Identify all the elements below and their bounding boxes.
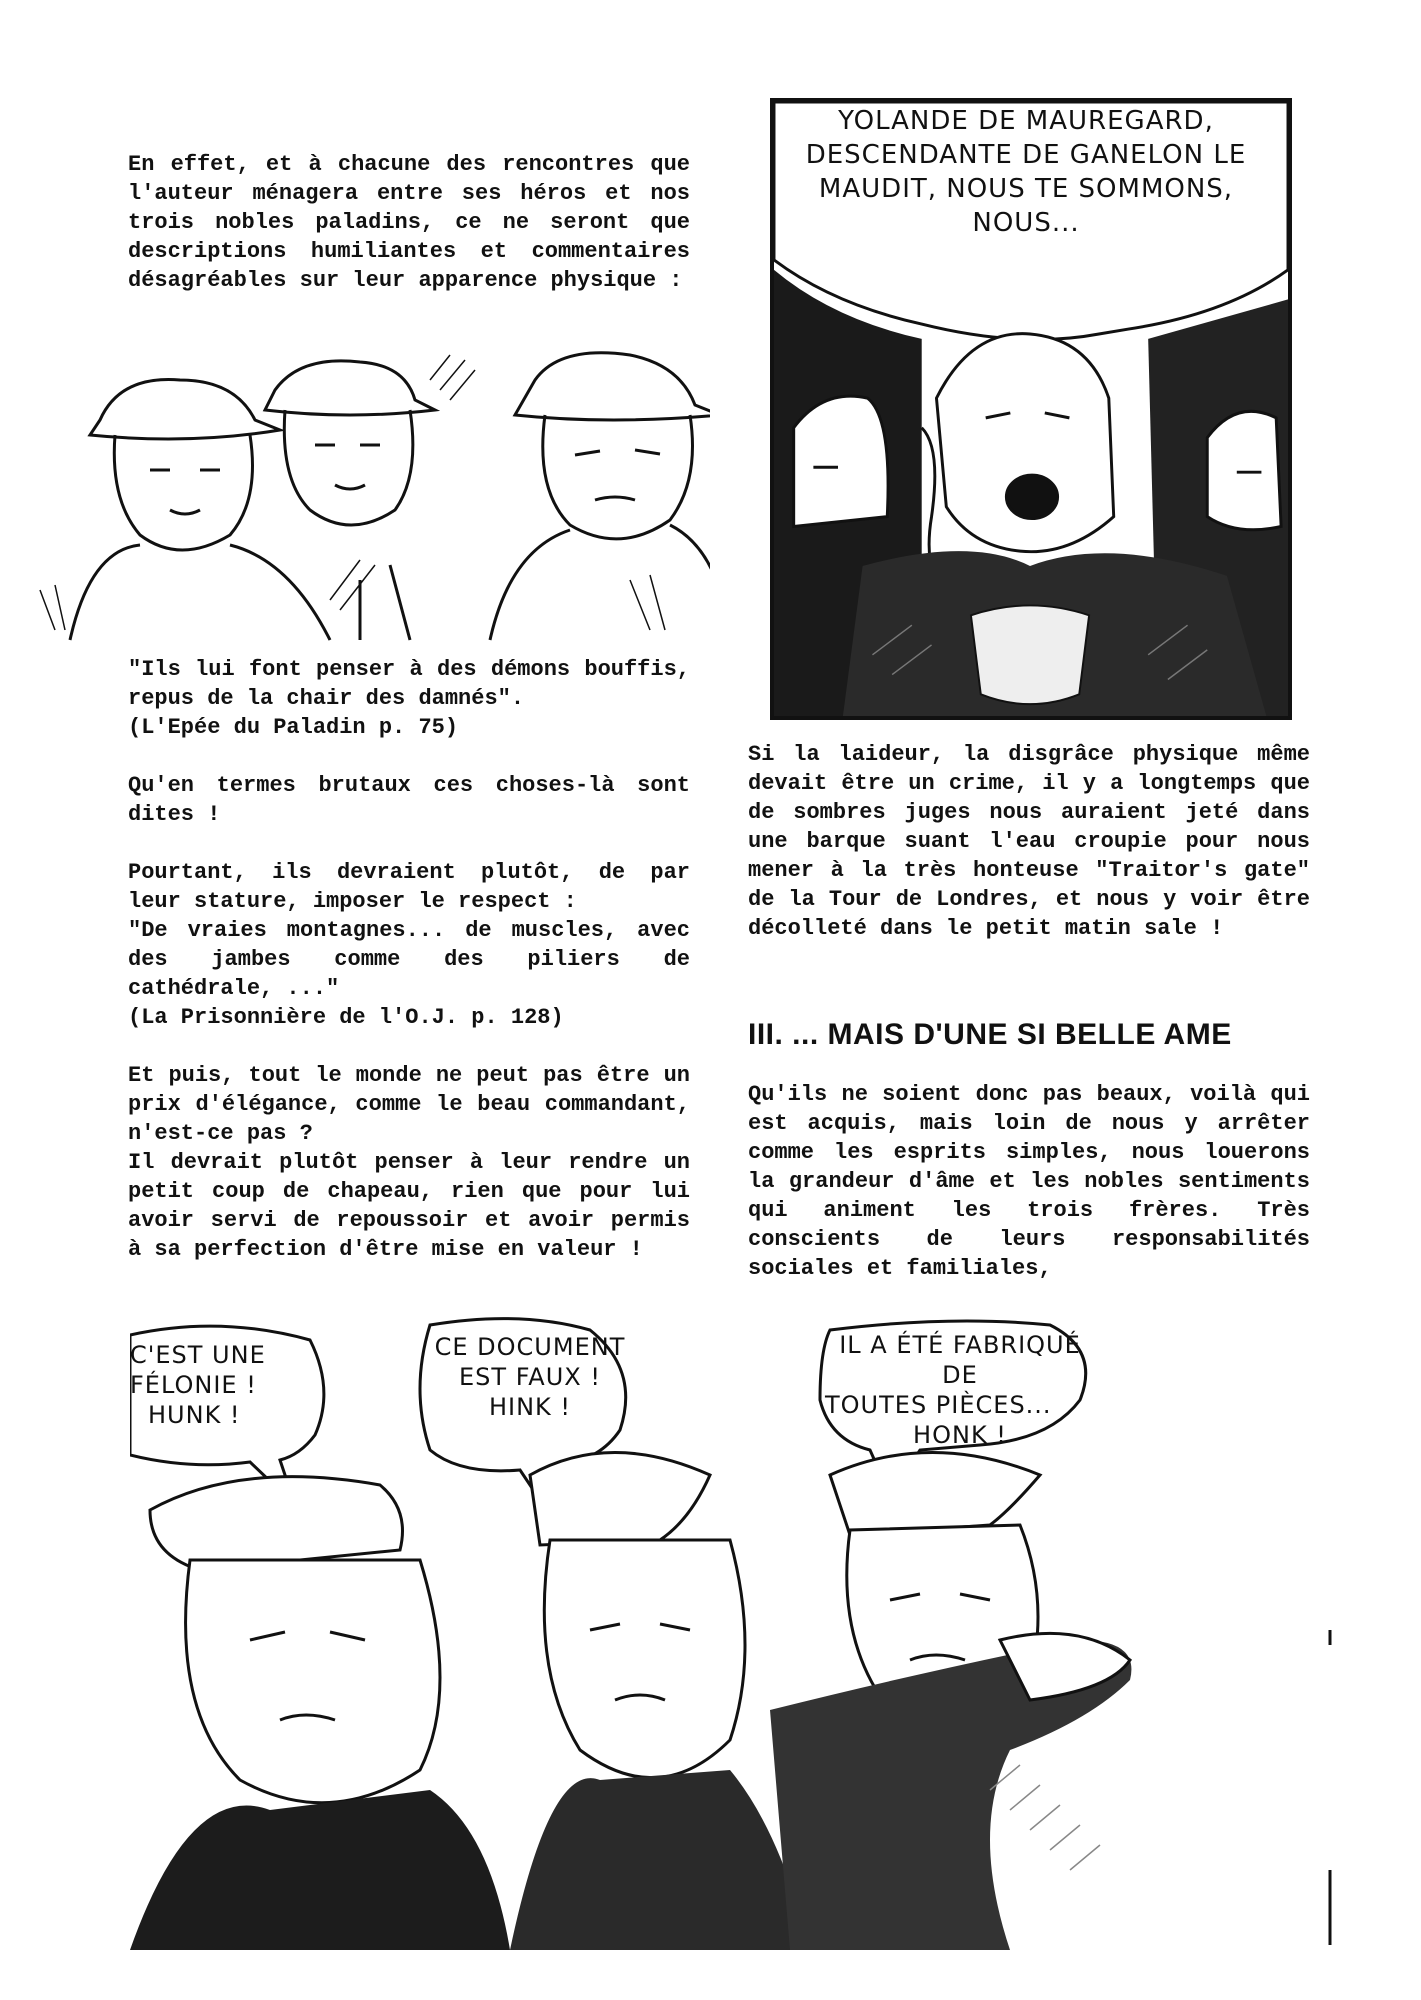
speech-line-1: YOLANDE DE MAUREGARD, (838, 106, 1214, 136)
quote-mountains-reference: (La Prisonnière de l'O.J. p. 128) (128, 1005, 564, 1030)
noble-soul-paragraph: Qu'ils ne soient donc pas beaux, voilà qui est acquis, mais loin de nous y arrêter comme les esprits simples, nous louerons la grandeur d'âme et les nobles sentiments qui animent les trois frères. Très conscients de leurs responsabilités sociales et familiales, (748, 1082, 1310, 1281)
hink-line-3: HINK ! (488, 1393, 572, 1421)
honk-line-2: TOUTES PIÈCES... (825, 1391, 1052, 1419)
speech-line-4: NOUS... (972, 208, 1080, 238)
left-column-top (128, 150, 690, 324)
hunk-speech-text (130, 1340, 315, 1430)
accusation-speech-text (762, 104, 1290, 240)
right-column-bottom (748, 1080, 1310, 1312)
section-heading: III. ... MAIS D'UNE SI BELLE AME (748, 1018, 1232, 1051)
hunk-line-1: C'EST UNE (130, 1341, 266, 1369)
three-brothers-illustration (30, 350, 710, 645)
speech-line-2: DESCENDANTE DE GANELON LE (805, 140, 1247, 170)
hat-tip-paragraph: Il devrait plutôt penser à leur rendre un petit coup de chapeau, rien que pour lui avoir servi de repoussoir et avoir permis à sa perfection d'être mise en valeur ! (128, 1150, 690, 1262)
quote-mountains: "De vraies montagnes... de muscles, avec des jambes comme des piliers de cathédrale, ..." (128, 918, 690, 1001)
right-column-top (748, 740, 1310, 972)
speech-line-3: MAUDIT, NOUS TE SOMMONS, (818, 174, 1234, 204)
intro-paragraph: En effet, et à chacune des rencontres que l'auteur ménagera entre ses héros et nos trois nobles paladins, ce ne seront que descriptions humiliantes et commentaires désagréables sur leur apparence physique : (128, 152, 690, 293)
left-column-body (128, 655, 690, 1293)
elegance-paragraph: Et puis, tout le monde ne peut pas être un prix d'élégance, comme le beau commandant, n'est-ce pas ? (128, 1063, 690, 1146)
quote-demons: "Ils lui font penser à des démons bouffis, repus de la chair des damnés". (128, 657, 690, 711)
hink-line-2: EST FAUX ! (459, 1363, 601, 1391)
honk-line-3: HONK ! (913, 1421, 1007, 1449)
hink-line-1: CE DOCUMENT (434, 1333, 626, 1361)
honk-line-1: IL A ÉTÉ FABRIQUÉ DE (839, 1331, 1081, 1389)
brutal-terms-paragraph: Qu'en termes brutaux ces choses-là sont dites ! (128, 773, 690, 827)
honk-speech-text (825, 1330, 1095, 1450)
hink-speech-text (430, 1332, 630, 1422)
stature-paragraph: Pourtant, ils devraient plutôt, de par leur stature, imposer le respect : (128, 860, 690, 914)
hunk-line-3: HUNK ! (148, 1401, 241, 1429)
hunk-line-2: FÉLONIE ! (130, 1371, 257, 1399)
quote-demons-reference: (L'Epée du Paladin p. 75) (128, 715, 459, 740)
ugliness-paragraph: Si la laideur, la disgrâce physique même devait être un crime, il y a longtemps que de sombres juges nous auraient jeté dans une barque suant l'eau croupie pour nous mener à la très honteuse "Traitor's gate" de la Tour de Londres, et nous y voir être décolleté dans le petit matin sale ! (748, 742, 1310, 941)
